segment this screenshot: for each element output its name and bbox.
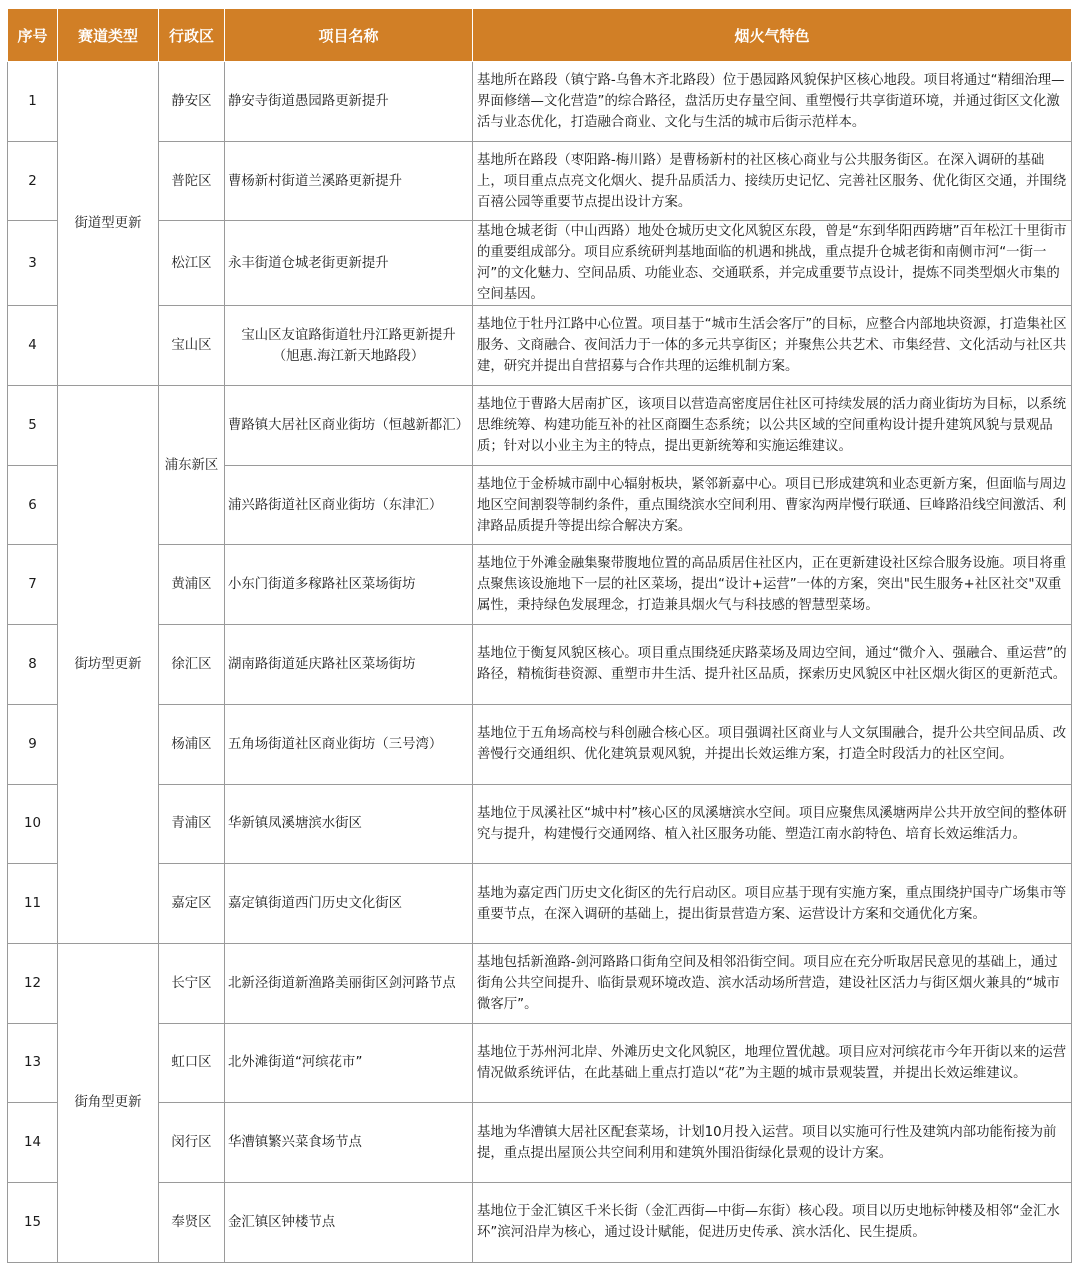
row-index: 2 — [8, 141, 58, 221]
district-cell: 长宁区 — [159, 943, 225, 1023]
table-row — [8, 221, 1072, 306]
feature-cell: 基地所在路段（镇宁路-乌鲁木齐北路段）位于愚园路风貌保护区核心地段。项目将通过“精细治理—界面修缮—文化营造”的综合路径，盘活历史存量空间、重塑慢行共享街道环境，并通过街区文化激活与业态优化，打造融合商业、文化与生活的城市后街示范样本。 — [473, 62, 1072, 142]
table-row — [8, 1103, 1072, 1183]
feature-cell: 基地位于金桥城市副中心辐射板块，紧邻新嘉中心。项目已形成建筑和业态更新方案，但面临与周边地区空间割裂等制约条件，重点围绕滨水空间利用、曹家沟两岸慢行联通、巨峰路沿线空间激活、利津路品质提升等提出综合解决方案。 — [473, 465, 1072, 545]
district-cell: 普陀区 — [159, 141, 225, 221]
header-track-type: 赛道类型 — [58, 9, 159, 62]
district-cell: 嘉定区 — [159, 864, 225, 944]
row-index: 4 — [8, 306, 58, 386]
row-index: 8 — [8, 625, 58, 705]
header-feature: 烟火气特色 — [473, 9, 1072, 62]
row-index: 6 — [8, 465, 58, 545]
project-name-cell: 曹路镇大居社区商业街坊（恒越新都汇） — [225, 386, 473, 466]
row-index: 3 — [8, 221, 58, 306]
row-index: 1 — [8, 62, 58, 142]
track-type-cell: 街角型更新 — [58, 943, 159, 1262]
row-index: 7 — [8, 545, 58, 625]
header-index: 序号 — [8, 9, 58, 62]
row-index: 15 — [8, 1182, 58, 1262]
district-cell: 奉贤区 — [159, 1182, 225, 1262]
feature-cell: 基地位于衡复风貌区核心。项目重点围绕延庆路菜场及周边空间，通过“微介入、强融合、重运营”的路径，精梳街巷资源、重塑市井生活、提升社区品质，探索历史风貌区中社区烟火街区的更新范式。 — [473, 625, 1072, 705]
feature-cell: 基地为嘉定西门历史文化街区的先行启动区。项目应基于现有实施方案，重点围绕护国寺广场集市等重要节点，在深入调研的基础上，提出街景营造方案、运营设计方案和交通优化方案。 — [473, 864, 1072, 944]
row-index: 9 — [8, 704, 58, 784]
row-index: 14 — [8, 1103, 58, 1183]
feature-cell: 基地所在路段（枣阳路-梅川路）是曹杨新村的社区核心商业与公共服务街区。在深入调研的基础上，项目重点点亮文化烟火、提升品质活力、接续历史记忆、完善社区服务、优化街区交通，并围绕百禧公园等重要节点提出设计方案。 — [473, 141, 1072, 221]
table-row — [8, 1023, 1072, 1103]
project-name-cell: 曹杨新村街道兰溪路更新提升 — [225, 141, 473, 221]
feature-cell: 基地为华漕镇大居社区配套菜场，计划10月投入运营。项目以实施可行性及建筑内部功能衔接为前提，重点提出屋顶公共空间利用和建筑外围沿街绿化景观的设计方案。 — [473, 1103, 1072, 1183]
table-row — [8, 784, 1072, 864]
project-table — [7, 8, 1072, 1263]
district-cell: 青浦区 — [159, 784, 225, 864]
project-name-cell: 北新泾街道新渔路美丽街区剑河路节点 — [225, 943, 473, 1023]
district-cell: 宝山区 — [159, 306, 225, 386]
feature-cell: 基地包括新渔路-剑河路路口街角空间及相邻沿街空间。项目应在充分听取居民意见的基础上，通过街角公共空间提升、临街景观环境改造、滨水活动场所营造，建设社区活力与街区烟火兼具的“城市微客厅”。 — [473, 943, 1072, 1023]
project-name-cell: 金汇镇区钟楼节点 — [225, 1182, 473, 1262]
table-header-row — [8, 9, 1072, 62]
district-cell: 黄浦区 — [159, 545, 225, 625]
track-type-cell: 街道型更新 — [58, 62, 159, 386]
district-cell: 松江区 — [159, 221, 225, 306]
feature-cell: 基地位于牡丹江路中心位置。项目基于“城市生活会客厅”的目标，应整合内部地块资源，打造集社区服务、文商融合、夜间活力于一体的多元共享街区；并聚焦公共艺术、市集经营、文化活动与社区共建，研究并提出自营招募与合作共理的运维机制方案。 — [473, 306, 1072, 386]
district-cell: 杨浦区 — [159, 704, 225, 784]
project-name-cell: 湖南路街道延庆路社区菜场街坊 — [225, 625, 473, 705]
project-name-cell: 静安寺街道愚园路更新提升 — [225, 62, 473, 142]
track-type-cell: 街坊型更新 — [58, 386, 159, 944]
row-index: 5 — [8, 386, 58, 466]
project-table-container — [7, 8, 1072, 1263]
district-cell: 闵行区 — [159, 1103, 225, 1183]
table-row — [8, 943, 1072, 1023]
district-cell: 静安区 — [159, 62, 225, 142]
header-project-name: 项目名称 — [225, 9, 473, 62]
table-row — [8, 1182, 1072, 1262]
table-row — [8, 864, 1072, 944]
row-index: 12 — [8, 943, 58, 1023]
project-name-cell: 永丰街道仓城老街更新提升 — [225, 221, 473, 306]
row-index: 13 — [8, 1023, 58, 1103]
feature-cell: 基地位于外滩金融集聚带腹地位置的高品质居住社区内，正在更新建设社区综合服务设施。项目将重点聚焦该设施地下一层的社区菜场，提出“设计+运营”一体的方案，突出"民生服务+社区社交"双重属性，秉持绿色发展理念，打造兼具烟火气与科技感的智慧型菜场。 — [473, 545, 1072, 625]
district-cell: 虹口区 — [159, 1023, 225, 1103]
table-row — [8, 545, 1072, 625]
feature-cell: 基地位于五角场高校与科创融合核心区。项目强调社区商业与人文氛围融合，提升公共空间品质、改善慢行交通组织、优化建筑景观风貌，并提出长效运维方案，打造全时段活力的社区空间。 — [473, 704, 1072, 784]
row-index: 10 — [8, 784, 58, 864]
table-row — [8, 704, 1072, 784]
table-row — [8, 141, 1072, 221]
header-district: 行政区 — [159, 9, 225, 62]
project-name-cell: 宝山区友谊路街道牡丹江路更新提升（旭惠.海江新天地路段） — [225, 306, 473, 386]
project-name-cell: 北外滩街道“河缤花市” — [225, 1023, 473, 1103]
feature-cell: 基地位于曹路大居南扩区，该项目以营造高密度居住社区可持续发展的活力商业街坊为目标，以系统思维统筹、构建功能互补的社区商圈生态系统；以公共区域的空间重构设计提升建筑风貌与景观品质；针对以小业主为主的特点，提出更新统筹和实施运维建议。 — [473, 386, 1072, 466]
feature-cell: 基地位于苏州河北岸、外滩历史文化风貌区，地理位置优越。项目应对河缤花市今年开街以来的运营情况做系统评估，在此基础上重点打造以“花”为主题的城市景观装置，并提出长效运维建议。 — [473, 1023, 1072, 1103]
feature-cell: 基地位于凤溪社区“城中村”核心区的凤溪塘滨水空间。项目应聚焦凤溪塘两岸公共开放空间的整体研究与提升，构建慢行交通网络、植入社区服务功能、塑造江南水韵特色、培育长效运维活力。 — [473, 784, 1072, 864]
table-row — [8, 306, 1072, 386]
project-name-cell: 华漕镇繁兴菜食场节点 — [225, 1103, 473, 1183]
feature-cell: 基地仓城老街（中山西路）地处仓城历史文化风貌区东段，曾是“东到华阳西跨塘”百年松江十里街市的重要组成部分。项目应系统研判基地面临的机遇和挑战，重点提升仓城老街和南侧市河“一街一河”的文化魅力、空间品质、功能业态、交通联系，并完成重要节点设计，提炼不同类型烟火市集的空间基因。 — [473, 221, 1072, 306]
project-name-cell: 小东门街道多稼路社区菜场街坊 — [225, 545, 473, 625]
project-name-cell: 浦兴路街道社区商业街坊（东津汇） — [225, 465, 473, 545]
feature-cell: 基地位于金汇镇区千米长街（金汇西街—中街—东街）核心段。项目以历史地标钟楼及相邻“金汇水环”滨河沿岸为核心，通过设计赋能，促进历史传承、滨水活化、民生提质。 — [473, 1182, 1072, 1262]
project-name-cell: 五角场街道社区商业街坊（三号湾） — [225, 704, 473, 784]
table-row — [8, 62, 1072, 142]
district-cell: 徐汇区 — [159, 625, 225, 705]
table-row — [8, 386, 1072, 466]
row-index: 11 — [8, 864, 58, 944]
project-name-cell: 华新镇凤溪塘滨水街区 — [225, 784, 473, 864]
district-cell: 浦东新区 — [159, 386, 225, 545]
project-name-cell: 嘉定镇街道西门历史文化街区 — [225, 864, 473, 944]
table-row — [8, 625, 1072, 705]
